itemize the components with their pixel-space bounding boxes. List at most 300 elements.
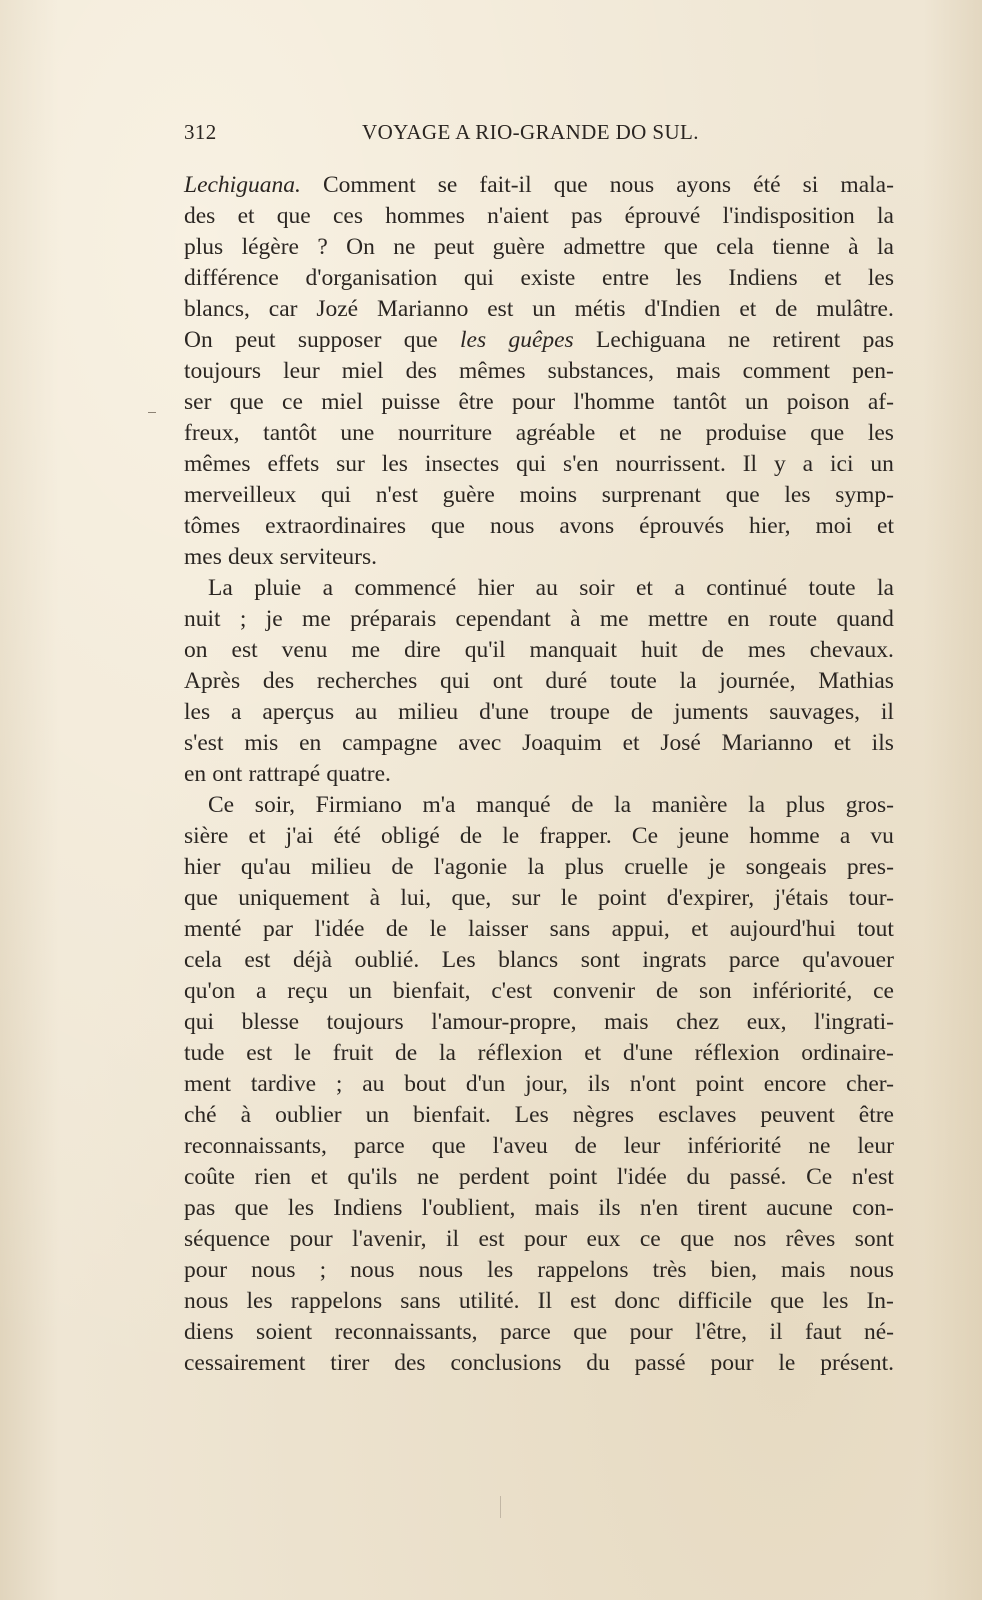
word: nous	[849, 1257, 894, 1283]
word: Ce	[208, 792, 235, 818]
text-line	[184, 387, 894, 418]
word: de	[775, 296, 798, 322]
word: tude	[184, 1040, 225, 1066]
word: préparais	[350, 606, 437, 632]
running-head	[184, 120, 894, 152]
text-line	[184, 852, 894, 883]
page-blemish	[500, 1496, 501, 1518]
word: Lechiguana	[596, 327, 706, 353]
word: sauvages,	[769, 699, 860, 725]
word: chez	[676, 1009, 720, 1035]
word: la	[877, 203, 894, 229]
word: de	[395, 1040, 418, 1066]
word: Les	[514, 1102, 549, 1128]
word: conclusions	[450, 1350, 562, 1376]
word: en	[184, 761, 207, 787]
word: parce	[353, 1133, 405, 1159]
word: qui	[320, 482, 352, 508]
word: rappelons	[290, 1288, 383, 1314]
word: qu'on	[184, 978, 236, 1004]
word: ce	[873, 978, 894, 1004]
text-line	[184, 697, 894, 728]
word: con-	[852, 1195, 894, 1221]
text-line	[184, 1224, 894, 1255]
word: pour	[289, 1226, 333, 1252]
word: Indiens	[333, 1195, 403, 1221]
word: ce	[282, 389, 303, 415]
word: qui	[516, 451, 547, 477]
word: et	[739, 296, 757, 322]
word: que	[553, 172, 588, 198]
word: l'idée	[314, 916, 365, 942]
word: comment	[742, 358, 831, 384]
word: j'ai	[285, 823, 314, 849]
word: n'ont	[629, 1071, 676, 1097]
word: mêmes	[184, 451, 251, 477]
word: Marianno	[377, 296, 469, 322]
word: sur	[336, 451, 365, 477]
text-line	[184, 914, 894, 945]
word: il	[769, 1319, 783, 1345]
word: nos	[733, 1226, 767, 1252]
word: les	[867, 265, 894, 291]
word: Joaquim	[522, 730, 602, 756]
word: nourriture	[398, 420, 493, 446]
word: Après	[184, 668, 241, 694]
word: que	[431, 1133, 466, 1159]
word: guère	[442, 482, 495, 508]
word: cruelle	[624, 854, 689, 880]
word: que	[770, 1288, 805, 1314]
word: blancs,	[184, 296, 250, 322]
word: l'amour-propre,	[431, 1009, 577, 1035]
word: ché	[184, 1102, 217, 1128]
word: Mathias	[818, 668, 894, 694]
word: je	[708, 854, 726, 880]
word: convenir	[552, 978, 636, 1004]
word: les	[287, 1195, 314, 1221]
word: a	[802, 451, 814, 477]
text-line	[184, 1131, 894, 1162]
word: et	[619, 420, 636, 446]
word: peut	[433, 234, 475, 260]
word: que	[234, 1195, 269, 1221]
page-number: 312	[184, 120, 217, 144]
word: mais	[604, 1009, 649, 1035]
word: toujours	[326, 1009, 404, 1035]
text-line	[184, 325, 894, 356]
word: nous	[489, 513, 535, 539]
text-line	[184, 759, 894, 790]
word: plus	[184, 234, 224, 260]
word: In-	[866, 1288, 894, 1314]
word: pour	[629, 1319, 673, 1345]
word: mis	[244, 730, 279, 756]
text-line	[184, 666, 894, 697]
word: un	[348, 978, 373, 1004]
word: hier	[184, 854, 221, 880]
text-line	[184, 1317, 894, 1348]
word: que	[431, 513, 465, 539]
word: être	[458, 389, 494, 415]
word: la	[527, 854, 545, 880]
word: peut	[235, 327, 276, 353]
word: avec	[458, 730, 502, 756]
word: me	[599, 606, 629, 632]
word: l'ingrati-	[814, 1009, 894, 1035]
word: mettre	[647, 606, 708, 632]
word: perdent	[458, 1164, 530, 1190]
word: laisser	[468, 916, 529, 942]
word: et	[248, 823, 266, 849]
word: blancs	[498, 947, 559, 973]
word: avons	[559, 513, 615, 539]
word: ?	[317, 234, 328, 260]
word: rappelons	[537, 1257, 629, 1283]
word: ne	[727, 327, 751, 353]
word: quand	[836, 606, 894, 632]
word: Ce	[631, 823, 659, 849]
word: le	[429, 916, 447, 942]
running-head-title: VOYAGE A RIO-GRANDE DO SUL.	[362, 120, 699, 144]
word: mes	[747, 637, 786, 663]
word: s'est	[184, 730, 224, 756]
word: eux	[586, 1226, 621, 1252]
word: La	[208, 575, 233, 601]
word: le	[778, 1350, 796, 1376]
word: milieu	[398, 699, 459, 725]
word: son	[698, 978, 732, 1004]
word: d'expirer,	[666, 885, 755, 911]
word: nuit	[184, 606, 221, 632]
word: nous	[251, 1257, 296, 1283]
word: que	[680, 1226, 715, 1252]
word: toute	[609, 668, 657, 694]
word: menté	[184, 916, 242, 942]
text-line	[184, 449, 894, 480]
word: rêves	[785, 1226, 836, 1252]
word: de	[391, 854, 414, 880]
word: rien	[254, 1164, 292, 1190]
word: la	[876, 234, 894, 260]
text-line	[184, 728, 894, 759]
word: af-	[867, 389, 894, 415]
word: et	[622, 730, 640, 756]
word: l'agonie	[433, 854, 508, 880]
word: né-	[863, 1319, 894, 1345]
word: toujours	[184, 358, 262, 384]
word: et	[691, 916, 709, 942]
word: réflexion	[694, 1040, 780, 1066]
word: surprenant	[601, 482, 701, 508]
word: en	[299, 730, 322, 756]
word: le	[502, 823, 520, 849]
word: au	[355, 699, 378, 725]
word: appui,	[611, 916, 670, 942]
word: qui	[439, 668, 470, 694]
word: les	[784, 482, 811, 508]
word: plus	[785, 792, 825, 818]
word: cela	[716, 234, 754, 260]
word: qu'avouer	[802, 947, 894, 973]
word: hier	[477, 575, 515, 601]
word: tirent	[697, 1195, 747, 1221]
word: toute	[808, 575, 856, 601]
word: lui,	[400, 885, 432, 911]
text-line	[184, 263, 894, 294]
word: ingrats	[642, 947, 707, 973]
word: à	[848, 234, 859, 260]
text-line	[184, 1348, 894, 1379]
word: On	[346, 234, 375, 260]
margin-pencil-mark	[148, 412, 156, 413]
word: les	[246, 1288, 273, 1314]
word: été	[333, 823, 361, 849]
word: venu	[281, 637, 328, 663]
word: songeais	[745, 854, 827, 880]
word: puisse	[381, 389, 441, 415]
word: ces	[332, 203, 363, 229]
word: sur	[511, 885, 541, 911]
word: le	[560, 885, 578, 911]
word: la	[614, 792, 632, 818]
word: symp-	[835, 482, 894, 508]
word: sont	[854, 1226, 894, 1252]
text-line	[184, 356, 894, 387]
word: extraordinaires	[265, 513, 407, 539]
text-line	[184, 976, 894, 1007]
word: point	[695, 1071, 744, 1097]
word: a	[256, 978, 267, 1004]
word: journée,	[719, 668, 796, 694]
word: ;	[239, 606, 247, 632]
word: réflexion	[477, 1040, 563, 1066]
word: nous	[609, 172, 655, 198]
word: déjà	[292, 947, 333, 973]
text-line	[184, 1162, 894, 1193]
word: qu'ils	[347, 1164, 398, 1190]
word: d'une	[622, 1040, 673, 1066]
word: des	[405, 358, 437, 384]
word: et	[237, 203, 255, 229]
word: fait-il	[479, 172, 532, 198]
word: reconnaissants,	[184, 1133, 327, 1159]
word: au	[535, 575, 558, 601]
word: point	[548, 1164, 598, 1190]
word: ayons	[676, 172, 732, 198]
word: recherches	[316, 668, 418, 694]
word: soir,	[254, 792, 295, 818]
word: sans	[549, 916, 591, 942]
word: pour	[184, 1257, 228, 1283]
word: gros-	[845, 792, 894, 818]
text-line	[184, 480, 894, 511]
word: ne	[659, 420, 682, 446]
word: si	[802, 172, 819, 198]
word: la	[748, 792, 766, 818]
word: ;	[319, 1257, 327, 1283]
text-line	[184, 1193, 894, 1224]
word: que,	[451, 885, 492, 911]
word: ils	[598, 1195, 621, 1221]
word: passé.	[729, 1164, 787, 1190]
word: rattrapé	[248, 761, 321, 787]
word: homme	[749, 823, 820, 849]
word: à	[240, 1102, 252, 1128]
word: des	[184, 203, 216, 229]
text-line	[184, 170, 894, 201]
word: au	[362, 1071, 385, 1097]
word: est	[231, 637, 258, 663]
word: deux	[227, 544, 274, 570]
word: en	[727, 606, 750, 632]
text-line	[184, 604, 894, 635]
word: moi	[815, 513, 853, 539]
word: cessairement	[184, 1350, 306, 1376]
word: mes	[184, 544, 222, 570]
word: moins	[519, 482, 578, 508]
word: serviteurs.	[279, 544, 378, 570]
word: poison	[786, 389, 850, 415]
text-line	[184, 1100, 894, 1131]
word: est	[246, 1040, 273, 1066]
word: utilité.	[458, 1288, 520, 1314]
word: les	[867, 420, 894, 446]
word: Marianno	[721, 730, 814, 756]
word: s'en	[563, 451, 599, 477]
word: mêmes	[459, 358, 526, 384]
text-line	[184, 883, 894, 914]
word: ne	[393, 234, 416, 260]
word: présent.	[820, 1350, 894, 1376]
word: est	[478, 1226, 505, 1252]
word: a	[839, 823, 851, 849]
word: d'organisation	[305, 265, 438, 291]
word: l'avenir,	[352, 1226, 427, 1252]
word: est	[244, 947, 271, 973]
word: mais	[676, 358, 721, 384]
word: très	[652, 1257, 687, 1283]
word: qui	[463, 265, 494, 291]
word: admettre	[563, 234, 646, 260]
word: été	[753, 172, 781, 198]
word: un	[365, 1102, 390, 1128]
word: de	[655, 978, 679, 1004]
word: quatre.	[326, 761, 391, 787]
word: mais	[534, 1195, 580, 1221]
word: éprouvé	[624, 203, 701, 229]
word: ne	[416, 1164, 440, 1190]
word: pluie	[254, 575, 302, 601]
text-line	[184, 945, 894, 976]
word: l'idée	[616, 1164, 667, 1190]
word: métis	[574, 296, 626, 322]
word: à	[570, 606, 581, 632]
word: est	[487, 296, 514, 322]
word: chevaux.	[809, 637, 894, 663]
text-line	[184, 511, 894, 542]
word: On	[184, 327, 213, 353]
word: et	[310, 1164, 328, 1190]
word: que	[229, 389, 264, 415]
word: freux,	[184, 420, 240, 446]
word: les	[184, 699, 211, 725]
word: de	[459, 823, 483, 849]
word: ici	[830, 451, 854, 477]
word: et	[824, 265, 842, 291]
word: plus	[564, 854, 604, 880]
word: Ce	[806, 1164, 833, 1190]
word: que	[725, 482, 760, 508]
word: et	[833, 730, 851, 756]
word: j'étais	[774, 885, 829, 911]
word: produise	[705, 420, 787, 446]
word: reconnaissants,	[334, 1319, 478, 1345]
word: que	[403, 327, 438, 353]
word: ser	[184, 389, 212, 415]
word: tout	[857, 916, 894, 942]
word: esclaves	[658, 1102, 737, 1128]
word: pas	[571, 203, 603, 229]
word: Il	[742, 451, 758, 477]
word: jour,	[525, 1071, 568, 1097]
word: difficile	[678, 1288, 753, 1314]
word: entre	[602, 265, 649, 291]
word: me	[302, 606, 331, 632]
word: continué	[706, 575, 788, 601]
body-text	[184, 170, 894, 1379]
word: parce	[728, 947, 780, 973]
word: qu'il	[464, 637, 506, 663]
word: Indiens	[728, 265, 798, 291]
word: des	[262, 668, 295, 694]
text-line	[184, 1038, 894, 1069]
word: pour	[512, 389, 556, 415]
word: est	[570, 1288, 597, 1314]
word: les	[675, 265, 702, 291]
word: infériorité,	[752, 978, 853, 1004]
word: pour	[710, 1350, 754, 1376]
word: des	[394, 1350, 426, 1376]
word: hommes	[385, 203, 465, 229]
word: tirer	[330, 1350, 370, 1376]
word: aperçus	[262, 699, 335, 725]
word: reçu	[287, 978, 328, 1004]
word: que	[573, 1319, 608, 1345]
word: manquait	[529, 637, 617, 663]
word: n'est	[851, 1164, 894, 1190]
word: peuvent	[760, 1102, 835, 1128]
word: leur	[623, 1133, 661, 1159]
text-line	[184, 418, 894, 449]
word: fruit	[332, 1040, 374, 1066]
word: il	[880, 699, 894, 725]
word: on	[184, 637, 208, 663]
word: oublier	[275, 1102, 342, 1128]
text-line	[184, 635, 894, 666]
word: qui	[184, 1009, 215, 1035]
word: nous	[184, 1288, 229, 1314]
word: du	[686, 1164, 710, 1190]
word: légère	[241, 234, 299, 260]
word: juments	[673, 699, 749, 725]
word: nourrissent.	[615, 451, 726, 477]
word: a	[231, 699, 242, 725]
word: guère	[492, 234, 545, 260]
word: tantôt	[673, 389, 727, 415]
word: diens	[184, 1319, 234, 1345]
word: l'homme	[573, 389, 655, 415]
